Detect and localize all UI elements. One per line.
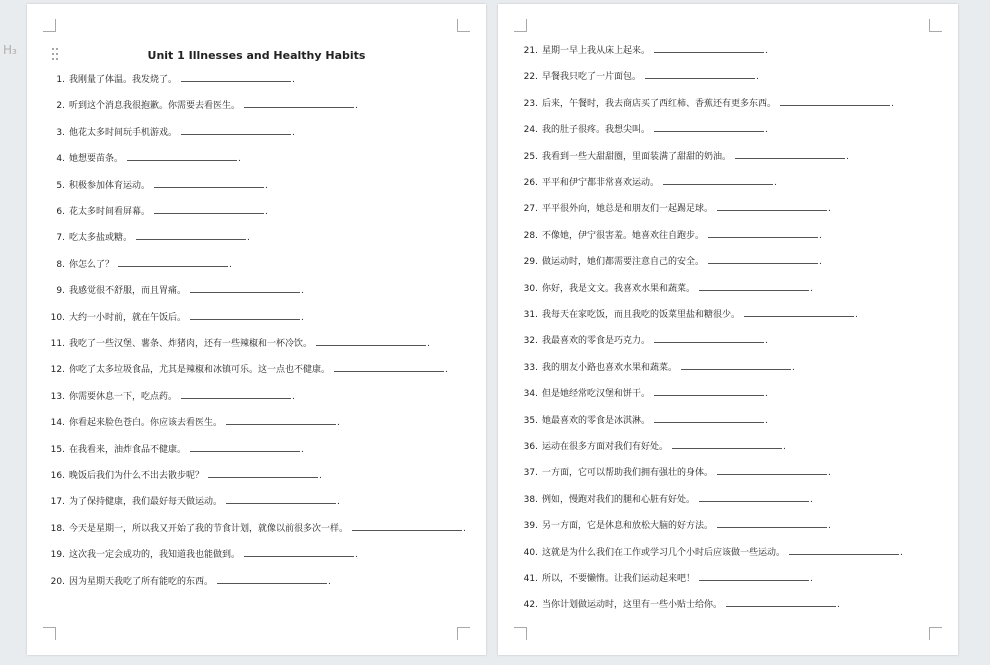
end-period: . <box>819 257 822 268</box>
item-number: 15. <box>50 444 65 455</box>
item-text: 在我看来，油炸食品不健康。 <box>69 444 187 455</box>
list-item[interactable] <box>27 495 486 508</box>
answer-blank[interactable] <box>717 519 827 528</box>
end-period: . <box>765 125 768 136</box>
answer-blank[interactable] <box>654 387 764 396</box>
item-number: 40. <box>523 547 538 558</box>
item-text: 平平和伊宁都非常喜欢运动。 <box>542 178 660 188</box>
item-number: 39. <box>523 521 538 532</box>
answer-blank[interactable] <box>699 493 809 502</box>
item-number: 35. <box>523 415 538 426</box>
page-margin-corner <box>43 627 56 640</box>
item-text: 运动在很多方面对我们有好处。 <box>542 442 669 452</box>
end-period: . <box>765 389 768 400</box>
answer-blank[interactable] <box>118 258 228 267</box>
item-text: 所以，不要懒惰。让我们运动起来吧！ <box>542 574 696 584</box>
end-period: . <box>265 180 268 191</box>
list-item[interactable] <box>498 361 958 374</box>
page-margin-corner <box>457 627 470 640</box>
end-period: . <box>891 98 894 109</box>
item-number: 17. <box>50 497 65 508</box>
page-margin-corner <box>457 19 470 32</box>
item-text: 我每天在家吃饭，而且我吃的饭菜里盐和糖很少。 <box>542 310 741 320</box>
item-number: 19. <box>50 550 65 561</box>
item-text: 早餐我只吃了一片面包。 <box>542 72 642 83</box>
end-period: . <box>328 576 331 587</box>
list-item[interactable] <box>498 150 958 163</box>
end-period: . <box>765 415 768 426</box>
answer-blank[interactable] <box>181 73 291 82</box>
list-item[interactable] <box>27 469 486 482</box>
end-period: . <box>355 550 358 561</box>
item-text: 这次我一定会成功的，我知道我也能做到。 <box>69 550 241 561</box>
answer-blank[interactable] <box>127 152 237 161</box>
list-item[interactable] <box>27 575 486 588</box>
answer-blank[interactable] <box>181 390 291 399</box>
item-text: 你好，我是文文。我喜欢水果和蔬菜。 <box>542 283 696 294</box>
item-number: 42. <box>523 600 538 611</box>
end-period: . <box>337 497 340 508</box>
end-period: . <box>828 521 831 532</box>
end-period: . <box>900 547 903 558</box>
answer-blank[interactable] <box>744 308 854 317</box>
item-text: 你需要休息一下，吃点药。 <box>69 391 178 402</box>
answer-blank[interactable] <box>208 469 318 478</box>
item-text: 花太多时间看屏幕。 <box>69 207 151 217</box>
answer-blank[interactable] <box>244 99 354 108</box>
item-text: 我看到一些大甜甜圈，里面装满了甜甜的奶油。 <box>542 151 732 162</box>
end-period: . <box>765 46 768 56</box>
item-text: 听到这个消息我很抱歉。你需要去看医生。 <box>69 101 241 112</box>
end-period: . <box>301 312 304 323</box>
answer-blank[interactable] <box>654 123 764 132</box>
answer-blank[interactable] <box>717 202 827 211</box>
item-text: 我最喜欢的零食是巧克力。 <box>542 336 651 347</box>
document-page-left <box>27 4 486 655</box>
answer-blank[interactable] <box>780 97 890 106</box>
item-text: 积极参加体育运动。 <box>69 180 151 191</box>
answer-blank[interactable] <box>136 231 246 240</box>
list-item[interactable] <box>498 282 958 295</box>
item-text: 我吃了一些汉堡、薯条、炸猪肉，还有一些辣椒和一杯冷饮。 <box>69 339 313 349</box>
list-item[interactable] <box>498 176 958 189</box>
item-number: 37. <box>523 468 538 479</box>
answer-blank[interactable] <box>699 572 809 581</box>
answer-blank[interactable] <box>789 546 899 555</box>
list-item[interactable] <box>498 519 958 532</box>
page-margin-corner <box>43 19 56 32</box>
end-period: . <box>765 336 768 347</box>
item-number: 24. <box>523 125 538 136</box>
item-text: 你怎么了？ <box>69 259 115 270</box>
item-text: 大约一小时前，就在午饭后。 <box>69 312 187 323</box>
list-item[interactable] <box>27 416 486 429</box>
end-period: . <box>855 310 858 320</box>
page-margin-corner <box>514 19 527 32</box>
end-period: . <box>292 127 295 138</box>
item-text: 不像她，伊宁很害羞。她喜欢往自跑步。 <box>542 230 705 241</box>
item-text: 她想要苗条。 <box>69 154 124 165</box>
list-item[interactable] <box>27 522 486 535</box>
page-margin-corner <box>514 627 527 640</box>
answer-blank[interactable] <box>717 466 827 475</box>
answer-blank[interactable] <box>352 522 462 531</box>
list-item[interactable] <box>498 493 958 506</box>
list-item[interactable] <box>498 572 958 585</box>
list-item[interactable] <box>498 70 958 83</box>
answer-blank[interactable] <box>699 282 809 291</box>
item-text: 你吃了太多垃圾食品，尤其是辣椒和冰镇可乐。这一点也不健康。 <box>69 365 331 376</box>
list-item[interactable] <box>27 284 486 297</box>
item-text: 因为星期天我吃了所有能吃的东西。 <box>69 576 214 587</box>
item-number: 23. <box>523 98 538 109</box>
answer-blank[interactable] <box>190 284 300 293</box>
answer-blank[interactable] <box>654 414 764 423</box>
list-item[interactable] <box>27 231 486 244</box>
item-text: 我感觉很不舒服，而且胃痛。 <box>69 286 187 297</box>
item-text: 为了保持健康，我们最好每天做运动。 <box>69 497 223 508</box>
item-number: 20. <box>50 576 65 587</box>
item-text: 她最喜欢的零食是冰淇淋。 <box>542 415 651 426</box>
answer-blank[interactable] <box>708 229 818 238</box>
item-text: 后来，午餐时，我去商店买了西红柿、香蕉还有更多东西。 <box>542 98 777 109</box>
item-number: 7. <box>56 233 65 244</box>
end-period: . <box>756 72 759 83</box>
end-period: . <box>783 442 786 452</box>
list-item[interactable] <box>27 179 486 192</box>
answer-blank[interactable] <box>154 179 264 188</box>
list-item[interactable] <box>498 202 958 215</box>
list-item[interactable] <box>498 466 958 479</box>
page-margin-corner <box>929 19 942 32</box>
answer-blank[interactable] <box>226 416 336 425</box>
answer-blank[interactable] <box>672 440 782 449</box>
end-period: . <box>427 339 430 349</box>
item-number: 8. <box>56 259 65 270</box>
list-item[interactable] <box>498 387 958 400</box>
item-number: 21. <box>523 46 538 56</box>
item-text: 做运动时，她们都需要注意自己的安全。 <box>542 257 705 268</box>
answer-blank[interactable] <box>663 176 773 185</box>
end-period: . <box>463 523 466 534</box>
item-number: 2. <box>56 101 65 112</box>
end-period: . <box>828 204 831 215</box>
item-number: 34. <box>523 389 538 400</box>
end-period: . <box>229 259 232 270</box>
item-number: 6. <box>56 207 65 217</box>
answer-blank[interactable] <box>334 363 444 372</box>
item-text: 我的朋友小路也喜欢水果和蔬菜。 <box>542 362 678 373</box>
end-period: . <box>292 75 295 85</box>
item-number: 28. <box>523 230 538 241</box>
answer-blank[interactable] <box>654 334 764 343</box>
end-period: . <box>445 365 448 376</box>
item-text: 今天是星期一，所以我又开始了我的节食计划，就像以前很多次一样。 <box>69 523 349 534</box>
list-item[interactable] <box>498 546 958 559</box>
item-text: 吃太多盐或糖。 <box>69 233 133 244</box>
answer-blank[interactable] <box>654 44 764 53</box>
list-item[interactable] <box>498 414 958 427</box>
list-item[interactable] <box>498 440 958 453</box>
end-period: . <box>819 230 822 241</box>
list-item[interactable] <box>498 229 958 242</box>
answer-blank[interactable] <box>645 70 755 79</box>
item-number: 33. <box>523 362 538 373</box>
item-number: 11. <box>50 339 65 349</box>
item-number: 41. <box>523 574 538 584</box>
item-text: 我刚量了体温。我发烧了。 <box>69 75 178 85</box>
end-period: . <box>810 494 813 505</box>
list-item[interactable] <box>27 390 486 403</box>
item-number: 30. <box>523 283 538 294</box>
end-period: . <box>301 444 304 455</box>
list-item[interactable] <box>498 255 958 268</box>
item-text: 晚饭后我们为什么不出去散步呢？ <box>69 471 205 481</box>
answer-blank[interactable] <box>154 205 264 214</box>
list-item[interactable] <box>498 598 958 611</box>
list-item[interactable] <box>498 308 958 321</box>
item-text: 我的肚子很疼。我想尖叫。 <box>542 125 651 136</box>
end-period: . <box>828 468 831 479</box>
list-item[interactable] <box>27 311 486 324</box>
item-number: 18. <box>50 523 65 534</box>
item-number: 1. <box>56 75 65 85</box>
end-period: . <box>319 471 322 481</box>
end-period: . <box>292 391 295 402</box>
list-item[interactable] <box>27 258 486 271</box>
list-item[interactable] <box>498 334 958 347</box>
answer-blank[interactable] <box>735 150 845 159</box>
end-period: . <box>774 178 777 188</box>
item-text: 但是她经常吃汉堡和饼干。 <box>542 389 651 400</box>
item-text: 星期一早上我从床上起来。 <box>542 46 651 56</box>
item-text: 你看起来脸色苍白。你应该去看医生。 <box>69 418 223 429</box>
item-number: 16. <box>50 471 65 481</box>
answer-blank[interactable] <box>190 311 300 320</box>
item-number: 9. <box>56 286 65 297</box>
list-item[interactable] <box>27 363 486 376</box>
item-text: 另一方面，它是休息和放松大脑的好方法。 <box>542 521 714 532</box>
item-number: 25. <box>523 151 538 162</box>
item-number: 32. <box>523 336 538 347</box>
answer-blank[interactable] <box>316 337 426 346</box>
answer-blank[interactable] <box>726 598 836 607</box>
end-period: . <box>810 574 813 584</box>
end-period: . <box>247 233 250 244</box>
end-period: . <box>355 101 358 112</box>
list-item[interactable] <box>27 337 486 350</box>
item-number: 26. <box>523 178 538 188</box>
item-number: 3. <box>56 127 65 138</box>
item-text: 例如，慢跑对我们的腿和心脏有好处。 <box>542 494 696 505</box>
item-text: 当你计划做运动时，这里有一些小贴士给你。 <box>542 600 723 611</box>
item-number: 12. <box>50 365 65 376</box>
item-number: 14. <box>50 418 65 429</box>
list-item[interactable] <box>27 126 486 139</box>
end-period: . <box>810 283 813 294</box>
end-period: . <box>792 362 795 373</box>
list-item[interactable] <box>498 97 958 110</box>
end-period: . <box>238 154 241 165</box>
item-text: 平平很外向，她总是和朋友们一起踢足球。 <box>542 204 714 215</box>
end-period: . <box>265 207 268 217</box>
answer-blank[interactable] <box>708 255 818 264</box>
item-text: 这就是为什么我们在工作或学习几个小时后应该做一些运动。 <box>542 547 786 558</box>
item-number: 4. <box>56 154 65 165</box>
list-item[interactable] <box>27 152 486 165</box>
item-number: 27. <box>523 204 538 215</box>
item-number: 29. <box>523 257 538 268</box>
end-period: . <box>837 600 840 611</box>
answer-blank[interactable] <box>181 126 291 135</box>
document-title[interactable]: Unit 1 Illnesses and Healthy Habits <box>147 49 366 62</box>
answer-blank[interactable] <box>681 361 791 370</box>
end-period: . <box>301 286 304 297</box>
item-text: 他花太多时间玩手机游戏。 <box>69 127 178 138</box>
item-number: 5. <box>56 180 65 191</box>
answer-blank[interactable] <box>190 443 300 452</box>
item-number: 22. <box>523 72 538 83</box>
list-item[interactable] <box>27 205 486 218</box>
answer-blank[interactable] <box>226 495 336 504</box>
end-period: . <box>337 418 340 429</box>
end-period: . <box>846 151 849 162</box>
page-margin-corner <box>929 627 942 640</box>
document-page-right <box>498 4 958 655</box>
item-number: 13. <box>50 391 65 402</box>
list-item[interactable] <box>27 443 486 456</box>
item-text: 一方面，它可以帮助我们拥有强壮的身体。 <box>542 468 714 479</box>
list-item[interactable] <box>498 44 958 57</box>
list-item[interactable] <box>27 99 486 112</box>
answer-blank[interactable] <box>217 575 327 584</box>
item-number: 10. <box>50 312 65 323</box>
list-item[interactable] <box>27 73 486 86</box>
heading-level-marker[interactable]: H₃ <box>3 43 17 57</box>
item-number: 31. <box>523 310 538 320</box>
answer-blank[interactable] <box>244 548 354 557</box>
list-item[interactable] <box>498 123 958 136</box>
list-item[interactable] <box>27 548 486 561</box>
item-number: 38. <box>523 494 538 505</box>
item-number: 36. <box>523 442 538 452</box>
